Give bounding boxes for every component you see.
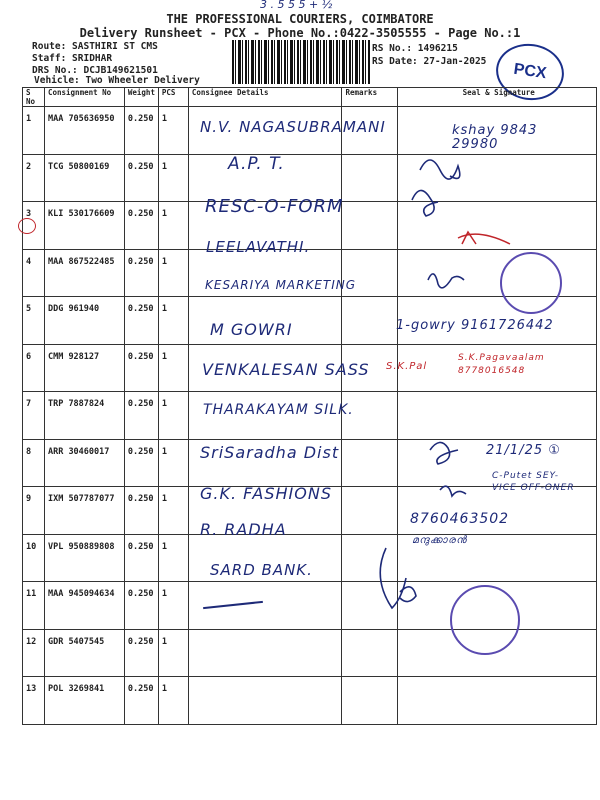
row-weight: 0.250 xyxy=(124,297,158,345)
row-sno: 10 xyxy=(23,534,45,582)
row-weight: 0.250 xyxy=(124,249,158,297)
row-pcs: 1 xyxy=(158,154,188,202)
row-pcs: 1 xyxy=(158,297,188,345)
runsheet-subtitle: Delivery Runsheet - PCX - Phone No.:0422-3505555 - Page No.:1 xyxy=(79,26,521,40)
row-pcs: 1 xyxy=(158,439,188,487)
row-remarks xyxy=(342,487,398,535)
col-pcs: PCS xyxy=(158,88,188,107)
row-consignee-details xyxy=(188,629,342,677)
row-consignment-no: TCG 50800169 xyxy=(44,154,124,202)
handwritten-name-6: M GOWRI xyxy=(210,320,293,339)
handwritten-name-10: G.K. FASHIONS xyxy=(200,484,332,503)
row-pcs: 1 xyxy=(158,344,188,392)
row-consignment-no: KLI 530176609 xyxy=(44,202,124,250)
handwritten-name-11: R. RADHA xyxy=(200,520,287,539)
row-sno: 12 xyxy=(23,629,45,677)
row-consignment-no: POL 3269841 xyxy=(44,677,124,725)
row-weight: 0.250 xyxy=(124,629,158,677)
handwritten-name-7: VENKALESAN SASS xyxy=(202,360,370,379)
row-weight: 0.250 xyxy=(124,534,158,582)
row-weight: 0.250 xyxy=(124,582,158,630)
row-remarks xyxy=(342,202,398,250)
row-consignment-no: DDG 961940 xyxy=(44,297,124,345)
row-consignment-no: ARR 30460017 xyxy=(44,439,124,487)
row-consignment-no: MAA 945094634 xyxy=(44,582,124,630)
row-sno: 6 xyxy=(23,344,45,392)
handwritten-name-1: N.V. NAGASUBRAMANI xyxy=(200,118,386,136)
barcode xyxy=(232,40,370,84)
row-pcs: 1 xyxy=(158,202,188,250)
row-sno: 7 xyxy=(23,392,45,440)
handwritten-name-5: KESARIYA MARKETING xyxy=(205,278,357,292)
row-consignment-no: GDR 5407545 xyxy=(44,629,124,677)
row-sno: 13 xyxy=(23,677,45,725)
table-row xyxy=(23,154,597,202)
row-remarks xyxy=(342,154,398,202)
rs-number: RS No.: 1496215 xyxy=(372,43,458,54)
row-consignment-no: MAA 705636950 xyxy=(44,107,124,155)
row-remarks xyxy=(342,582,398,630)
handwritten-name-3: RESC-O-FORM xyxy=(205,196,344,217)
handwritten-name-4: LEELAVATHI. xyxy=(206,238,311,256)
col-sno: S No xyxy=(23,88,45,107)
row-consignment-no: VPL 950889808 xyxy=(44,534,124,582)
row-pcs: 1 xyxy=(158,677,188,725)
row-sno: 9 xyxy=(23,487,45,535)
row-weight: 0.250 xyxy=(124,154,158,202)
row-consignment-no: CMM 928127 xyxy=(44,344,124,392)
col-remarks: Remarks xyxy=(342,88,398,107)
company-stamp-row-13 xyxy=(450,585,520,655)
company-stamp-row-5 xyxy=(500,252,562,314)
row-sno: 5 xyxy=(23,297,45,345)
signature-note-row-7-red: S.K.Pal xyxy=(386,361,428,372)
handwritten-name-8: THARAKAYAM SILK. xyxy=(203,402,354,418)
signature-note-row-9: 21/1/25 ① xyxy=(486,443,561,458)
handwritten-name-2: A.P. T. xyxy=(228,154,285,174)
row-pcs: 1 xyxy=(158,249,188,297)
handwritten-name-12: SARD BANK. xyxy=(210,561,313,579)
row-seal-signature xyxy=(398,202,597,250)
row-remarks xyxy=(342,297,398,345)
row-pcs: 1 xyxy=(158,107,188,155)
row-pcs: 1 xyxy=(158,392,188,440)
route-label: Route: SASTHIRI ST CMS xyxy=(32,41,158,52)
row-weight: 0.250 xyxy=(124,107,158,155)
row-4-red-circle xyxy=(18,218,36,234)
pcx-label: PCX xyxy=(512,60,548,83)
row-consignment-no: MAA 867522485 xyxy=(44,249,124,297)
row-consignment-no: IXM 507787077 xyxy=(44,487,124,535)
signature-note-row-6: 1-gowry 9161726442 xyxy=(396,318,554,333)
handwritten-name-9: SriSaradha Dist xyxy=(200,443,340,462)
top-handwritten-note: 3 . 5 5 5 + ½ xyxy=(260,0,333,11)
row-weight: 0.250 xyxy=(124,487,158,535)
staff-label: Staff: SRIDHAR xyxy=(32,53,113,64)
row-pcs: 1 xyxy=(158,534,188,582)
row-consignment-no: TRP 7887824 xyxy=(44,392,124,440)
row-weight: 0.250 xyxy=(124,202,158,250)
row-remarks xyxy=(342,629,398,677)
row-sno: 1 xyxy=(23,107,45,155)
row-remarks xyxy=(342,439,398,487)
row-seal-signature xyxy=(398,249,597,297)
col-weight: Weight xyxy=(124,88,158,107)
row-seal-signature xyxy=(398,392,597,440)
row-sno: 4 xyxy=(23,249,45,297)
row-sno: 11 xyxy=(23,582,45,630)
row-sno: 2 xyxy=(23,154,45,202)
drs-number: DRS No.: DCJB149621501 xyxy=(32,65,158,76)
row-sno: 3 xyxy=(23,202,45,250)
row-weight: 0.250 xyxy=(124,392,158,440)
row-sno: 8 xyxy=(23,439,45,487)
signature-note-row-7-right: S.K.Pagavaalam 8778016548 xyxy=(458,353,545,376)
row-seal-signature xyxy=(398,154,597,202)
row-weight: 0.250 xyxy=(124,344,158,392)
company-title: THE PROFESSIONAL COURIERS, COIMBATORE xyxy=(166,12,434,26)
row-weight: 0.250 xyxy=(124,677,158,725)
row-remarks xyxy=(342,677,398,725)
signature-note-row-12: മന്ദുക്കാരൻ xyxy=(412,535,468,546)
col-consignee: Consignee Details xyxy=(188,88,342,107)
row-pcs: 1 xyxy=(158,629,188,677)
vehicle-label: Vehicle: Two Wheeler Delivery xyxy=(34,75,200,86)
row-pcs: 1 xyxy=(158,582,188,630)
row-remarks xyxy=(342,534,398,582)
signature-note-row-1: kshay 9843 29980 xyxy=(452,123,538,152)
col-consignment: Consignment No xyxy=(44,88,124,107)
signature-note-row-11: 8760463502 xyxy=(410,511,510,527)
row-weight: 0.250 xyxy=(124,439,158,487)
col-signature: Seal & Signature xyxy=(398,88,597,107)
signature-note-row-10: C-Putet SEY- VICE OFF-ONER xyxy=(492,471,575,493)
table-row xyxy=(23,677,597,725)
rs-date: RS Date: 27-Jan-2025 xyxy=(372,56,487,67)
table-header-row xyxy=(23,88,597,107)
row-seal-signature xyxy=(398,677,597,725)
row-consignee-details xyxy=(188,677,342,725)
row-pcs: 1 xyxy=(158,487,188,535)
